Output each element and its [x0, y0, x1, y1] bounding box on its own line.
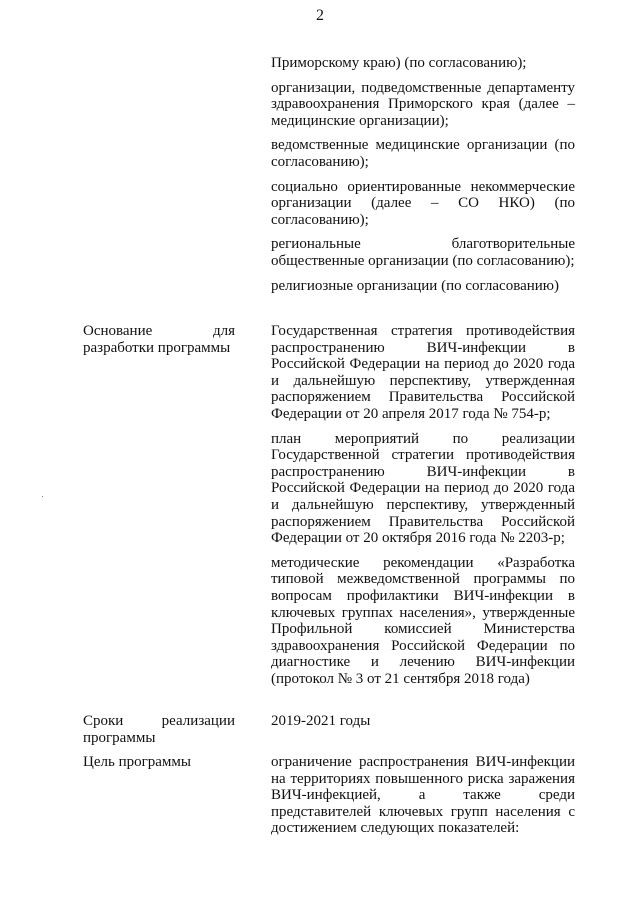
basis-document: план мероприятий по реализации Государственной стратегии противодействия распространению ВИЧ-инфекции в Российской Федерации на период до 2020 года и дальнейшую перспективу, утвержденный распоряжением Правительства Российской Федерации от 20 октября 2016 года № 2203-р;	[271, 430, 575, 547]
goal-label: Цель программы	[83, 754, 191, 770]
participant-item: религиозные организации (по согласованию)	[271, 277, 559, 294]
scan-speck	[42, 496, 43, 497]
terms-value: 2019-2021 годы	[271, 713, 371, 729]
goal-value: ограничение распространения ВИЧ-инфекции на территориях повышенного риска заражения ВИЧ-инфекцией, а также среди представителей ключевых групп населения с достижением следующих показателей:	[271, 754, 575, 837]
basis-document: Государственная стратегия противодействия распространению ВИЧ-инфекции в Российской Федерации на период до 2020 года и дальнейшую перспективу, утвержденная распоряжением Правительства Российской Федерации от 20 апреля 2017 года № 754-р;	[271, 323, 575, 422]
participant-item: ведомственные медицинские организации (по согласованию);	[271, 137, 575, 170]
basis-text	[271, 323, 575, 687]
participant-item: региональные благотворительные общественные организации (по согласованию);	[271, 236, 575, 269]
goal-text	[271, 754, 575, 837]
participant-item: социально ориентированные некоммерческие организации (далее – СО НКО) (по согласованию);	[271, 178, 575, 228]
participants-continued-text	[271, 55, 575, 294]
terms-label: Сроки реализации программы	[83, 713, 235, 746]
page-number: 2	[316, 7, 324, 24]
participant-item: Приморскому краю) (по согласованию);	[271, 55, 527, 71]
participant-item: организации, подведомственные департаменту здравоохранения Приморского края (далее – медицинские организации);	[271, 79, 575, 129]
terms-text	[271, 713, 575, 730]
basis-document: методические рекомендации «Разработка типовой межведомственной программы по вопросам профилактики ВИЧ-инфекции в ключевых группах населения», утвержденные Профильной комиссией Министерства здравоохранения Российской Федерации по диагностике и лечению ВИЧ-инфекции (протокол № 3 от 21 сентября 2018 года)	[271, 554, 575, 687]
basis-label: Основание для разработки программы	[83, 323, 235, 356]
